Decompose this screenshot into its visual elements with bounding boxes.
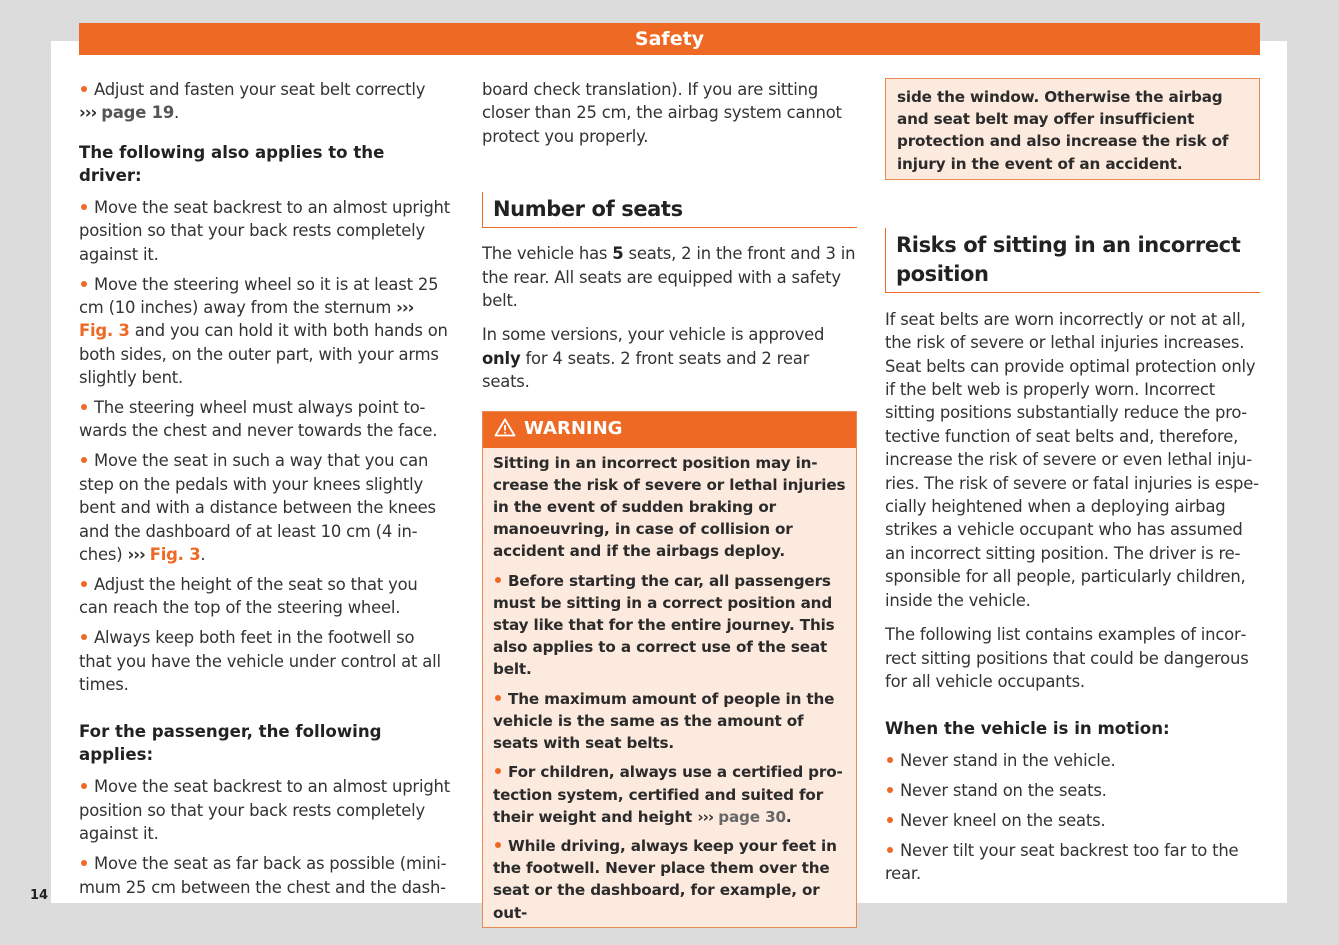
list-item: Move the seat backrest to an almost upright position so that your back rests completely against it. (79, 777, 450, 844)
bullet-icon (81, 86, 87, 92)
warning-box (482, 411, 857, 928)
list-item: Move the seat backrest to an almost upright position so that your back rests completely against it. (79, 197, 450, 264)
warning-body (886, 79, 1259, 179)
bullet-icon (81, 581, 87, 587)
figure-link[interactable]: Fig. 3 (79, 321, 130, 341)
motion-heading: When the vehicle is in motion: (885, 719, 1170, 739)
driver-heading: The following also applies to the driver: (79, 142, 385, 185)
bullet-icon (495, 577, 501, 583)
warning-item: The maximum amount of people in the vehicle is the same as the amount of seats with seat belts. (493, 689, 835, 753)
warning-triangle-icon (494, 415, 516, 448)
list-item: Move the seat as far back as possible (minimum 25 cm between the chest and the dash- (79, 854, 447, 897)
warning-box-continuation (885, 78, 1260, 180)
warning-intro: Sitting in an incorrect position may increase the risk of severe or lethal injuries in the event of sudden braking or manoeuvring, in case of collision or accident and if the airbags deploy. (493, 453, 846, 561)
column-1 (79, 78, 451, 905)
warning-header (483, 412, 856, 448)
bullet-icon (81, 457, 87, 463)
bullet-icon (81, 860, 87, 866)
list-item: The steering wheel must always point towards the chest and never towards the face. (79, 398, 438, 441)
chapter-title: Safety (634, 28, 705, 50)
list-item: Never stand in the vehicle. (885, 749, 1260, 772)
warning-title: WARNING (524, 417, 623, 439)
page-link[interactable]: page 19 (101, 103, 175, 123)
list-item: Adjust the height of the seat so that you can reach the top of the steering wheel. (79, 574, 418, 618)
bullet-icon (81, 783, 87, 789)
cross-reference-icon: ››› (697, 807, 714, 826)
column-3 (885, 78, 1260, 892)
section-heading-risks: Risks of sitting in an incorrect position (885, 228, 1260, 293)
cross-reference-icon: ››› (79, 103, 97, 123)
paragraph: In some versions, your vehicle is approved only for 4 seats. 2 front seats and 2 rear seats. (482, 325, 825, 392)
continuation-paragraph: board check translation). If you are sitting closer than 25 cm, the airbag system cannot protect you properly. (482, 80, 842, 146)
page-number: 14 (30, 888, 49, 903)
bullet-icon (495, 695, 501, 701)
cross-reference-icon: ››› (127, 545, 145, 564)
paragraph: If seat belts are worn incorrectly or not at all, the risk of severe or lethal injuries increases. Seat belts can provide optimal protection only if the belt web is properly worn. Incorrect sitting positions substantially reduce the protective function of seat belts and, therefore, increase the risk of severe or even lethal injuries. The risk of severe or fatal injuries is especially heightened when a deploying airbag strikes a vehicle occupant who has assumed an incorrect sitting position. The driver is responsible for all people, particularly children, inside the vehicle. (885, 309, 1260, 610)
list-item: Adjust and fasten your seat belt correctly ››› page 19. (79, 80, 426, 123)
chapter-header (79, 23, 1260, 55)
figure-link[interactable]: Fig. 3 (149, 545, 201, 564)
bullet-icon (81, 281, 87, 287)
bullet-icon (887, 817, 893, 823)
bullet-icon (81, 204, 87, 210)
bullet-icon (887, 757, 893, 763)
warning-item: For children, always use a certified protection system, certified and suited for their weight and height ››› page 30. (493, 763, 843, 826)
warning-continuation: side the window. Otherwise the airbag and seat belt may offer insufficient protection and also increase the risk of injury in the event of an accident. (897, 88, 1229, 173)
bullet-icon (887, 787, 893, 793)
list-item: Always keep both feet in the footwell so that you have the vehicle under control at all times. (79, 628, 441, 695)
page-link[interactable]: page 30 (718, 807, 786, 826)
passenger-heading: For the passenger, the following applies: (79, 722, 382, 765)
list-item: Never tilt your seat backrest too far to the rear. (885, 841, 1239, 884)
bullet-icon (887, 847, 893, 853)
section-heading-number-of-seats: Number of seats (482, 192, 857, 228)
bullet-icon (495, 768, 501, 774)
list-item: Never stand on the seats. (885, 779, 1260, 802)
paragraph: The following list contains examples of incorrect sitting positions that could be dangerous for all vehicle occupants. (885, 625, 1249, 691)
list-item: Move the steering wheel so it is at least 25 cm (10 inches) away from the sternum ››› Fig. 3 and you can hold it with both hands on both sides, on the outer part, with your arms slightly bent. (79, 274, 448, 388)
paragraph: The vehicle has 5 seats, 2 in the front and 3 in the rear. All seats are equipped with a safety belt. (482, 244, 856, 311)
warning-item: Before starting the car, all passengers must be sitting in a correct position and stay like that for the entire journey. This also applies to a correct use of the seat belt. (493, 571, 835, 679)
list-item: Move the seat in such a way that you can step on the pedals with your knees slightly bent and with a distance between the knees and the dashboard of at least 10 cm (4 inches) ››› Fig. 3. (79, 451, 436, 564)
warning-item: While driving, always keep your feet in the footwell. Never place them over the seat or the dashboard, for example, or out- (493, 836, 837, 922)
cross-reference-icon: ››› (396, 297, 414, 317)
bullet-icon (495, 842, 501, 848)
list-item: Never kneel on the seats. (885, 809, 1260, 832)
column-2 (482, 78, 857, 928)
bullet-icon (81, 404, 87, 410)
bullet-icon (81, 634, 87, 640)
warning-body (483, 448, 856, 927)
